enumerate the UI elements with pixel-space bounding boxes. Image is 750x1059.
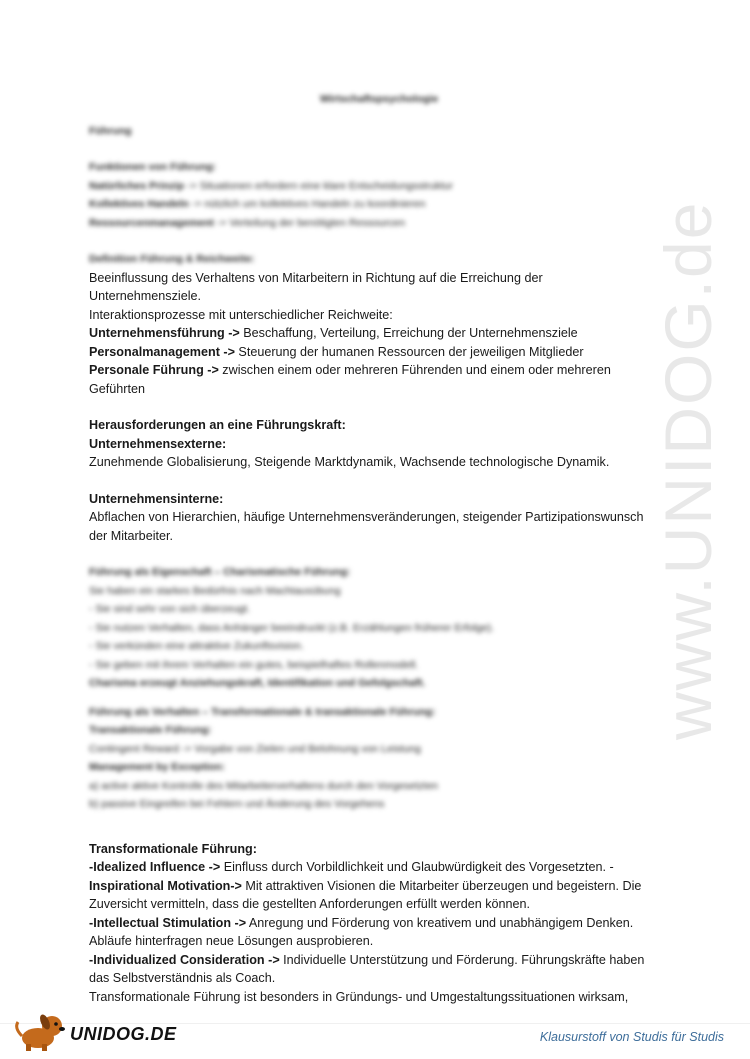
- watermark: www.UNIDOG.de: [651, 200, 725, 740]
- unidog-logo[interactable]: [12, 1008, 177, 1052]
- text-line: Inspirational Motivation-> Mit attraktiven Visionen die Mitarbeiter überzeugen und begeistern. Die: [89, 878, 642, 893]
- text-line: Interaktionsprozesse mit unterschiedlicher Reichweite:: [89, 307, 393, 322]
- definition-item: Personale Führung -> zwischen einem oder mehreren Führenden und einem oder mehreren: [89, 363, 611, 377]
- text-line: der Mitarbeiter.: [89, 528, 173, 543]
- document-subtitle: Führung: [89, 124, 132, 137]
- transformational-section: [89, 840, 669, 1007]
- text-line: Zunehmende Globalisierung, Steigende Marktdynamik, Wachsende technologische Dynamik.: [89, 455, 610, 469]
- blurred-line: - Sie geben mit ihrem Verhalten ein gutes, beispielhaftes Rollenmodell.: [89, 658, 419, 671]
- subsection-heading: Unternehmensexterne:: [89, 436, 227, 451]
- blurred-line: a) active aktive Kontrolle des Mitarbeiterverhaltens durch den Vorgesetzten: [89, 779, 439, 792]
- blurred-heading: Transaktionale Führung:: [89, 724, 212, 736]
- text-line: Beeinflussung des Verhaltens von Mitarbeitern in Richtung auf die Erreichung der: [89, 270, 543, 285]
- blurred-line: Sie haben ein starkes Bedürfnis nach Machtausübung: [89, 584, 341, 597]
- footer-tagline: Klausurstoff von Studis für Studis: [539, 1030, 724, 1044]
- blurred-line: - Sie nutzen Verhalten, dass Anhänger beeindruckt (z.B. Erzählungen früherer Erfolge).: [89, 621, 495, 634]
- blurred-header: [89, 90, 669, 269]
- blurred-line: Ressourcenmanagement -> Verteilung der benötigten Ressourcen: [89, 216, 406, 229]
- text-line: Zuversicht vermitteln, dass die gestellten Anforderungen erfüllt werden können.: [89, 897, 531, 911]
- section-heading: Transformationale Führung:: [89, 841, 257, 856]
- definition-item: Unternehmensführung -> Beschaffung, Verteilung, Erreichung der Unternehmensziele: [89, 326, 578, 340]
- blurred-line: b) passive Eingreifen bei Fehlern und Änderung des Vorgehens: [89, 798, 385, 810]
- section-heading: Herausforderungen an eine Führungskraft:: [89, 418, 346, 432]
- dog-mascot-icon: [12, 1008, 72, 1052]
- blurred-line: Charisma erzeugt Anziehungskraft, Identifikation und Gefolgschaft.: [89, 677, 426, 689]
- blurred-line: Natürliches Prinzip -> Situationen erfordern eine klare Entscheidungsstruktur: [89, 179, 453, 192]
- blurred-line: - Sie verkünden eine attraktive Zukunftsvision.: [89, 640, 304, 652]
- challenges-section: [89, 416, 669, 545]
- text-line: Transformationale Führung ist besonders in Gründungs- und Umgestaltungssituationen wirksam,: [89, 989, 629, 1004]
- definition-item: Personalmanagement -> Steuerung der humanen Ressourcen der jeweiligen Mitglieder: [89, 344, 584, 359]
- text-line: das Selbstverständnis als Coach.: [89, 971, 276, 985]
- text-line: -Individualized Consideration -> Individuelle Unterstützung und Förderung. Führungskräfte haben: [89, 952, 645, 967]
- document-body: [89, 90, 669, 1006]
- blurred-heading: Funktionen von Führung:: [89, 161, 217, 173]
- blurred-heading: Führung als Verhalten – Transformationale & transaktionale Führung:: [89, 705, 436, 718]
- blurred-heading: Management by Exception:: [89, 761, 225, 773]
- subsection-heading: Unternehmensinterne:: [89, 491, 224, 506]
- definition-section: [89, 269, 669, 399]
- text-line: -Idealized Influence -> Einfluss durch Vorbildlichkeit und Glaubwürdigkeit des Vorgesetzten. -: [89, 860, 614, 874]
- blurred-line: Contingent Reward -> Vorgabe von Zielen und Belohnung von Leistung: [89, 742, 421, 755]
- logo-text: UNIDOG.DE: [70, 1024, 177, 1044]
- text-line: Geführten: [89, 381, 146, 396]
- blurred-line: Kollektives Handeln -> nützlich um kollektives Handeln zu koordinieren: [89, 198, 426, 210]
- blurred-charisma-section: [89, 563, 669, 814]
- blurred-line: - Sie sind sehr von sich überzeugt.: [89, 603, 251, 615]
- blurred-heading: Führung als Eigenschaft – Charismatische Führung:: [89, 566, 351, 578]
- text-line: Unternehmensziele.: [89, 289, 202, 303]
- document-title: Wirtschaftspsychologie: [319, 93, 439, 105]
- text-line: Abflachen von Hierarchien, häufige Unternehmensveränderungen, steigender Partizipationswunsch: [89, 510, 644, 524]
- text-line: Abläufe hinterfragen neue Lösungen ausprobieren.: [89, 934, 374, 948]
- blurred-heading: Definition Führung & Reichweite:: [89, 253, 255, 265]
- text-line: -Intellectual Stimulation -> Anregung und Förderung von kreativem und unabhängigem Denken.: [89, 915, 634, 930]
